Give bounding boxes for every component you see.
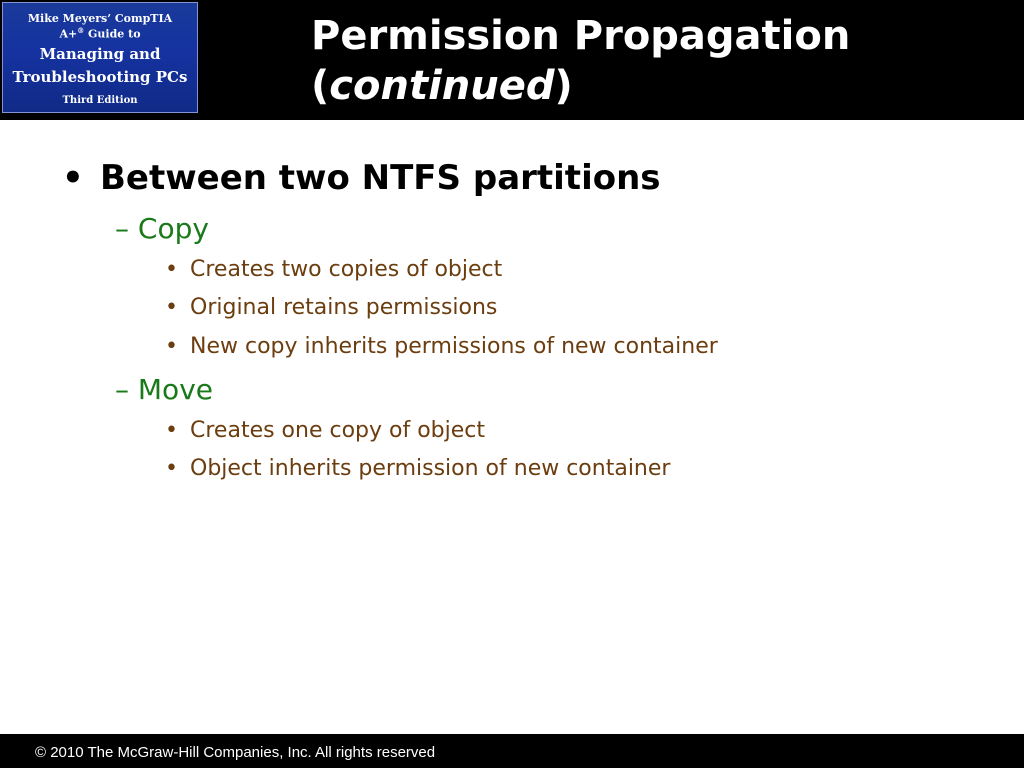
logo-author-line: Mike Meyers’ CompTIA xyxy=(27,12,173,25)
copy-heading: – Copy xyxy=(115,212,209,245)
copy-item-text: Creates two copies of object xyxy=(190,257,503,282)
move-heading: – Move xyxy=(115,373,213,406)
copyright-notice: © 2010 The McGraw-Hill Companies, Inc. All rights reserved xyxy=(35,744,436,761)
logo-title-line1: Managing and xyxy=(39,45,161,63)
move-item-text: Creates one copy of object xyxy=(190,418,486,443)
bullet-symbol: • xyxy=(165,257,178,282)
slide-footer xyxy=(0,734,1024,768)
registered-mark: ® xyxy=(77,26,85,35)
slide-header xyxy=(0,0,1024,120)
main-bullet-text: Between two NTFS partitions xyxy=(100,158,661,198)
copy-item-text: Original retains permissions xyxy=(190,295,498,320)
slide-title-line1: Permission Propagation xyxy=(311,13,851,59)
logo-guide-line: A+® Guide to xyxy=(59,26,141,41)
bullet-symbol: • xyxy=(165,418,178,443)
move-item-text: Object inherits permission of new container xyxy=(190,456,671,481)
copy-item-text: New copy inherits permissions of new container xyxy=(190,334,718,359)
bullet-symbol: • xyxy=(165,295,178,320)
slide-title xyxy=(311,11,850,111)
slide-title-open-paren: ( xyxy=(311,63,330,109)
logo-title-line2: Troubleshooting PCs xyxy=(12,68,188,86)
book-cover-logo xyxy=(2,2,198,113)
bullet-symbol: • xyxy=(165,456,178,481)
bullet-symbol: • xyxy=(165,334,178,359)
main-bullet-symbol: • xyxy=(62,158,84,198)
logo-edition-line: Third Edition xyxy=(62,95,138,106)
slide-title-close-paren: ) xyxy=(554,63,573,109)
slide-title-continued: continued xyxy=(329,63,555,109)
